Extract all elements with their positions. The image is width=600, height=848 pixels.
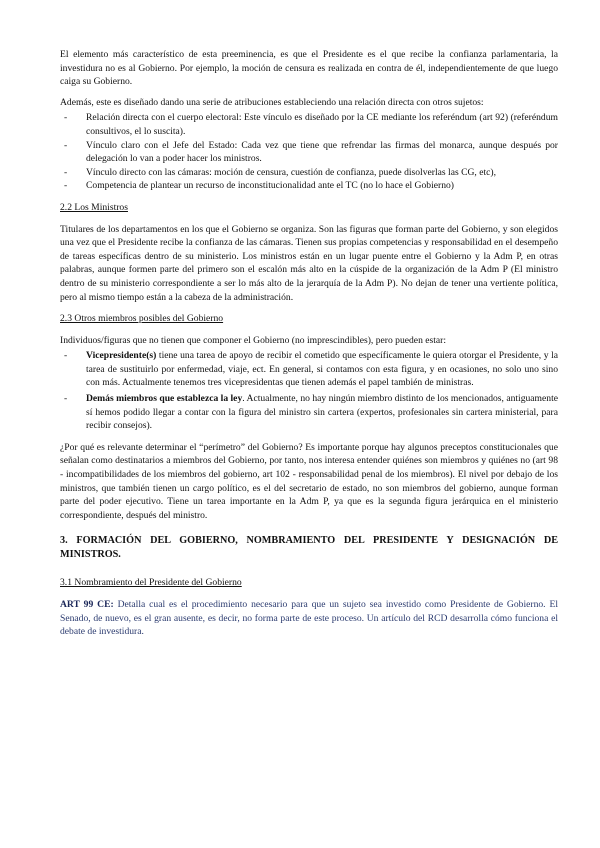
dash-bullet: - bbox=[64, 350, 68, 362]
intro-paragraph: El elemento más característico de esta preeminencia, es que el Presidente es el que recibe la confianza parlamentaria, la investidura no es al Gobierno. Por ejemplo, la moción de censura es realizada en contra de él, independientemente de que luego caiga su Gobierno. bbox=[60, 49, 558, 88]
list-item bbox=[60, 139, 558, 166]
list-item-text: Relación directa con el cuerpo electoral: Este vínculo es diseñado por la CE mediante los referéndum (art 92) (referéndum consultivos, el lo suscita). bbox=[86, 112, 558, 137]
attributions-list bbox=[60, 111, 558, 193]
dash-bullet: - bbox=[64, 166, 68, 178]
list-item bbox=[60, 349, 558, 390]
otros-miembros-heading: 2.3 Otros miembros posibles del Gobierno bbox=[60, 313, 224, 325]
otros-miembros-intro: Individuos/figuras que no tienen que componer el Gobierno (no imprescindibles), pero pueden estar: bbox=[60, 334, 447, 346]
demas-miembros-text: . Actualmente, no hay ningún miembro distinto de los mencionados, antiguamente sí hemos podido llegar a contar con la figura del ministro sin cartera (expertos, profesionales sin cartera ministerial, para recibir consejos). bbox=[86, 393, 559, 432]
ministros-paragraph: Titulares de los departamentos en los que el Gobierno se organiza. Son las figuras que forman parte del Gobierno, y son elegidos una vez que el Presidente recibe la confianza de las cámaras. Tienen sus propias competencias y responsabilidad en el desempeño de tareas específicas dentro de su ministerio. Los ministros están en un lugar puente entre el Gobierno y la Adm P, en otras palabras, aunque formen parte del primero son el escalón más alto en la cúspide de la organización de la Adm P (El ministro dentro de su ministerio correspondiente a ser lo más alto de la jerarquía de la Adm P). No dejan de tener una vertiente política, pero al mismo tiempo están a la cabeza de la administración. bbox=[60, 223, 558, 303]
art-99-label: ART 99 CE: bbox=[60, 599, 114, 610]
art-99-text: Detalla cual es el procedimiento necesario para que un sujeto sea investido como Presidente de Gobierno. El Senado, de nuevo, es el gran ausente, es decir, no forma parte de este proceso. Un artículo del RCD desarrolla cómo funciona el debate de investidura. bbox=[60, 599, 558, 638]
dash-bullet: - bbox=[64, 180, 68, 192]
list-item bbox=[60, 111, 558, 138]
section-3-heading: 3. FORMACIÓN DEL GOBIERNO, NOMBRAMIENTO DEL PRESIDENTE Y DESIGNACIÓN DE MINISTROS. bbox=[60, 535, 558, 561]
dash-bullet: - bbox=[64, 393, 68, 405]
perimetro-paragraph: ¿Por qué es relevante determinar el “perímetro” del Gobierno? Es importante porque hay algunos preceptos constitucionales que señalan como destinatarios a miembros del Gobierno, por tanto, nos interesa entender quiénes son miembros y quiénes no (art 98 - incompatibilidades de los miembros del gobierno, art 102 - responsabilidad penal de los miembros). El nivel por debajo de los ministros, que también tienen un cargo político, es el del secretario de estado, no son miembros del gobierno, aunque forman parte del poder ejecutivo. Tiene un tarea importante en la Adm P, ya que es la segunda figura jerárquica en el ministerio correspondiente, después del ministro. bbox=[60, 441, 558, 521]
list-item bbox=[60, 179, 558, 193]
list-item-text: Competencia de plantear un recurso de inconstitucionalidad ante el TC (no lo hace el Gobierno) bbox=[86, 180, 454, 192]
ministros-heading: 2.2 Los Ministros bbox=[60, 201, 128, 213]
document-page bbox=[60, 48, 558, 646]
list-item-text: Vínculo directo con las cámaras: moción de censura, cuestión de confianza, puede disolverlas las CG, etc), bbox=[86, 166, 496, 178]
attributions-intro: Además, este es diseñado dando una serie de atribuciones estableciendo una relación directa con otros sujetos: bbox=[60, 96, 484, 108]
list-item bbox=[60, 166, 558, 180]
vicepresidente-text: tiene una tarea de apoyo de recibir el cometido que específicamente le quiera otorgar el Presidente, y la tarea de sustituirlo por enfermedad, viaje, ect. En general, si contamos con esta figura, y en ocasiones, no solo uno sino con más. Actualmente tenemos tres vicepresidentas que tienen además el papel también de ministras. bbox=[86, 350, 558, 389]
demas-miembros-term: Demás miembros que establezca la ley bbox=[86, 393, 243, 405]
otros-miembros-list bbox=[60, 349, 558, 433]
list-item bbox=[60, 392, 558, 433]
dash-bullet: - bbox=[64, 139, 68, 151]
list-item-text: Vínculo claro con el Jefe del Estado: Cada vez que tiene que refrendar las firmas del monarca, aunque después por delegación lo van a poder hacer los ministros. bbox=[86, 139, 558, 165]
nombramiento-heading: 3.1 Nombramiento del Presidente del Gobierno bbox=[60, 577, 242, 589]
art-99-paragraph bbox=[60, 598, 558, 639]
vicepresidente-term: Vicepresidente(s) bbox=[86, 350, 157, 362]
dash-bullet: - bbox=[64, 112, 68, 124]
